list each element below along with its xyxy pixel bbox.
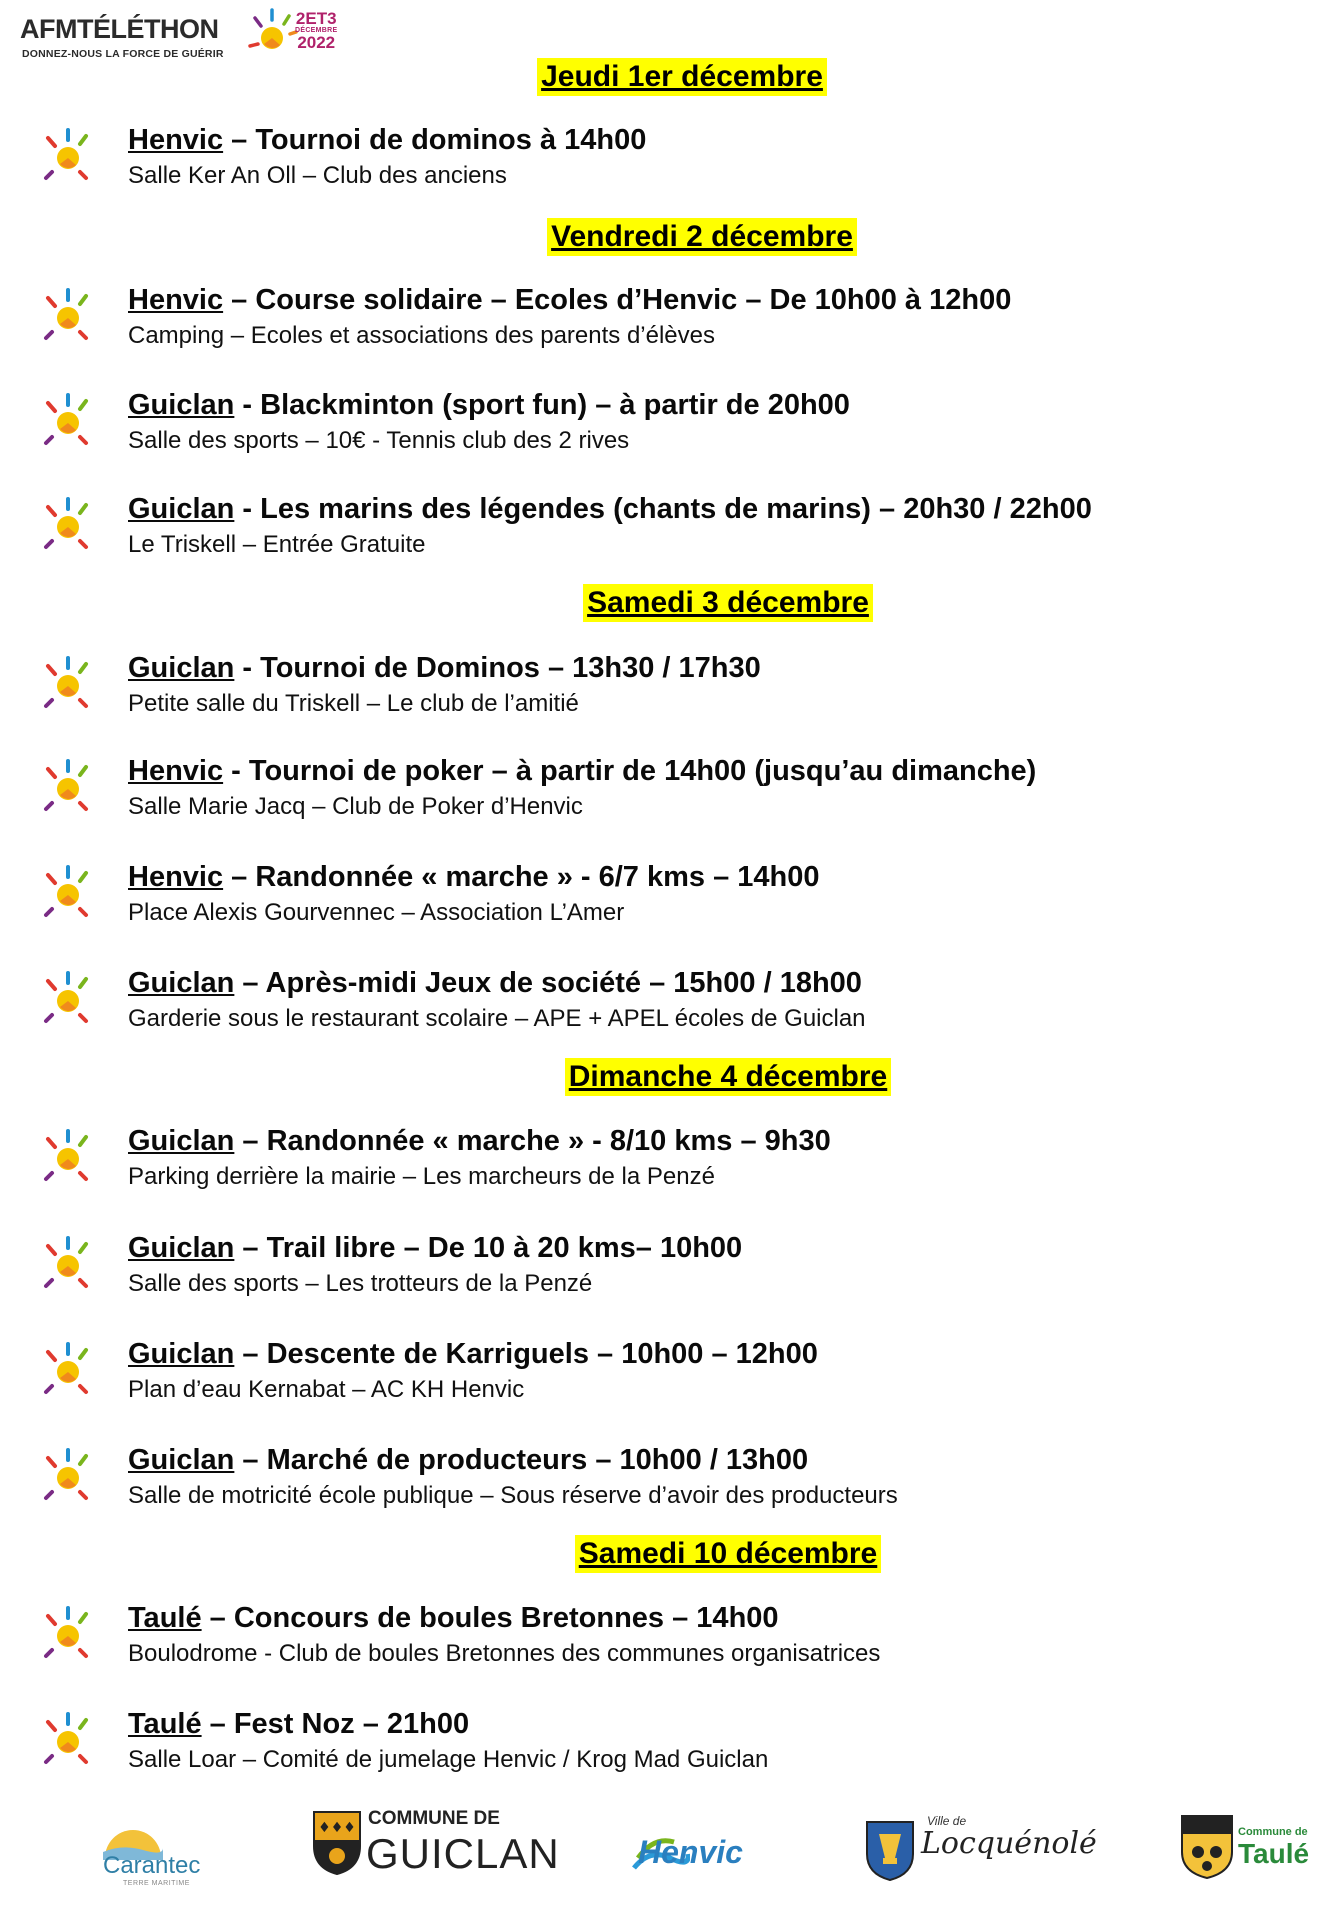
day-heading-text: Jeudi 1er décembre — [537, 58, 827, 96]
day-heading-text: Vendredi 2 décembre — [547, 218, 857, 256]
guiclan-logo — [312, 1800, 560, 1900]
day-heading-text: Dimanche 4 décembre — [565, 1058, 891, 1096]
event-town: Henvic — [128, 861, 224, 893]
sun-bullet-icon — [40, 393, 96, 455]
afm-telethon-logo — [20, 6, 360, 64]
event-town: Henvic — [128, 124, 224, 156]
event-item — [40, 1444, 1320, 1524]
event-item — [40, 389, 1320, 469]
event-title — [128, 124, 646, 157]
event-title — [128, 652, 761, 685]
event-item — [40, 1232, 1320, 1312]
event-item — [40, 1602, 1320, 1682]
event-subtitle: Parking derrière la mairie – Les marcheurs de la Penzé — [128, 1163, 715, 1190]
event-item — [40, 284, 1320, 364]
event-town: Guiclan — [128, 1444, 235, 1476]
event-town: Henvic — [128, 284, 224, 316]
event-item — [40, 652, 1320, 732]
brand-name: AFMTÉLÉTHON — [20, 14, 219, 44]
event-description: – Marché de producteurs – 10h00 / 13h00 — [234, 1444, 809, 1476]
day-heading — [0, 1535, 1344, 1575]
day-heading — [0, 1058, 1344, 1098]
event-item — [40, 493, 1320, 573]
svg-text:♦♦♦: ♦♦♦ — [318, 1820, 356, 1836]
guiclan-top-text: COMMUNE DE — [368, 1808, 500, 1829]
sun-bullet-icon — [40, 656, 96, 718]
event-item — [40, 755, 1320, 835]
carantec-name: Carantec — [103, 1852, 201, 1879]
guiclan-name: GUICLAN — [366, 1830, 560, 1877]
event-title — [128, 1602, 779, 1635]
event-description: – Concours de boules Bretonnes – 14h00 — [201, 1602, 779, 1634]
event-description: - Les marins des légendes (chants de marins) – 20h30 / 22h00 — [234, 493, 1092, 525]
event-description: – Randonnée « marche » - 8/10 kms – 9h30 — [234, 1125, 831, 1157]
event-title — [128, 284, 1011, 317]
partner-logos — [0, 1800, 1344, 1900]
event-title — [128, 1125, 831, 1158]
event-town: Guiclan — [128, 967, 235, 999]
event-title — [128, 1708, 469, 1741]
event-subtitle: Salle Marie Jacq – Club de Poker d’Henvic — [128, 793, 583, 820]
locquenole-top-text: Ville de — [927, 1814, 967, 1828]
guiclan-shield-icon — [312, 1810, 362, 1876]
event-description: - Tournoi de poker – à partir de 14h00 (jusqu’au dimanche) — [223, 755, 1037, 787]
event-town: Henvic — [128, 755, 224, 787]
event-subtitle: Place Alexis Gourvennec – Association L’Amer — [128, 899, 625, 926]
event-item — [40, 1708, 1320, 1788]
event-description: - Tournoi de Dominos – 13h30 / 17h30 — [234, 652, 761, 684]
sun-bullet-icon — [40, 1712, 96, 1774]
sun-bullet-icon — [40, 759, 96, 821]
event-item — [40, 1125, 1320, 1205]
event-town: Guiclan — [128, 652, 235, 684]
sun-bullet-icon — [40, 971, 96, 1033]
carantec-logo — [95, 1800, 225, 1900]
event-item — [40, 1338, 1320, 1418]
event-title — [128, 493, 1092, 526]
event-town: Guiclan — [128, 1232, 235, 1264]
event-item — [40, 967, 1320, 1047]
event-description: – Après-midi Jeux de société – 15h00 / 18h00 — [234, 967, 862, 999]
event-subtitle: Salle Ker An Oll – Club des anciens — [128, 162, 507, 189]
sun-bullet-icon — [40, 1129, 96, 1191]
event-subtitle: Petite salle du Triskell – Le club de l’amitié — [128, 690, 579, 717]
event-subtitle: Camping – Ecoles et associations des parents d’élèves — [128, 322, 715, 349]
taule-top-text: Commune de — [1238, 1826, 1308, 1838]
event-subtitle: Salle des sports – Les trotteurs de la Penzé — [128, 1270, 593, 1297]
henvic-logo — [630, 1800, 770, 1900]
dates-month: DÉCEMBRE — [295, 27, 338, 34]
event-description: – Fest Noz – 21h00 — [201, 1708, 470, 1740]
day-heading — [0, 58, 1344, 98]
event-description: – Randonnée « marche » - 6/7 kms – 14h00 — [223, 861, 820, 893]
event-title — [128, 967, 862, 1000]
event-subtitle: Plan d’eau Kernabat – AC KH Henvic — [128, 1376, 525, 1403]
event-subtitle: Salle Loar – Comité de jumelage Henvic / Krog Mad Guiclan — [128, 1746, 769, 1773]
event-subtitle: Boulodrome - Club de boules Bretonnes des communes organisatrices — [128, 1640, 881, 1667]
day-heading-text: Samedi 10 décembre — [575, 1535, 882, 1573]
day-heading — [0, 584, 1344, 624]
event-description: – Trail libre – De 10 à 20 kms– 10h00 — [234, 1232, 743, 1264]
event-title — [128, 1338, 818, 1371]
henvic-name: Henvic — [638, 1834, 743, 1870]
taule-logo — [1180, 1800, 1320, 1900]
sun-bullet-icon — [40, 1448, 96, 1510]
event-item — [40, 124, 1320, 204]
event-town: Taulé — [128, 1708, 202, 1740]
event-title — [128, 861, 820, 894]
event-description: – Descente de Karriguels – 10h00 – 12h00 — [234, 1338, 818, 1370]
taule-shield-icon — [1180, 1814, 1234, 1880]
sun-bullet-icon — [40, 865, 96, 927]
event-subtitle: Le Triskell – Entrée Gratuite — [128, 531, 426, 558]
carantec-subtitle: TERRE MARITIME — [123, 1880, 190, 1887]
dates-badge — [295, 10, 337, 51]
day-heading — [0, 218, 1344, 258]
event-town: Guiclan — [128, 493, 235, 525]
dates-main: 2ET3 — [295, 9, 337, 28]
sun-bullet-icon — [40, 1342, 96, 1404]
event-town: Guiclan — [128, 1338, 235, 1370]
sun-bullet-icon — [40, 1236, 96, 1298]
event-subtitle: Salle de motricité école publique – Sous réserve d’avoir des producteurs — [128, 1482, 898, 1509]
event-item — [40, 861, 1320, 941]
event-subtitle: Garderie sous le restaurant scolaire – APE + APEL écoles de Guiclan — [128, 1005, 866, 1032]
sun-bullet-icon — [40, 497, 96, 559]
event-title — [128, 1232, 742, 1265]
taule-name: Taulé — [1238, 1838, 1310, 1869]
event-subtitle: Salle des sports – 10€ - Tennis club des 2 rives — [128, 427, 630, 454]
locquenole-name: Locquénolé — [921, 1826, 1097, 1861]
dates-year: 2022 — [297, 33, 336, 52]
locquenole-shield-icon — [865, 1820, 915, 1882]
sun-bullet-icon — [40, 128, 96, 190]
event-title — [128, 389, 850, 422]
brand-tagline: DONNEZ-NOUS LA FORCE DE GUÉRIR — [22, 48, 224, 60]
event-title — [128, 1444, 808, 1477]
sun-bullet-icon — [40, 288, 96, 350]
day-heading-text: Samedi 3 décembre — [583, 584, 873, 622]
event-description: - Blackminton (sport fun) – à partir de 20h00 — [234, 389, 850, 421]
event-town: Guiclan — [128, 1125, 235, 1157]
event-town: Taulé — [128, 1602, 202, 1634]
locquenole-logo — [865, 1800, 1097, 1900]
event-title — [128, 755, 1036, 788]
sun-bullet-icon — [40, 1606, 96, 1668]
event-town: Guiclan — [128, 389, 235, 421]
event-description: – Tournoi de dominos à 14h00 — [223, 124, 647, 156]
event-description: – Course solidaire – Ecoles d’Henvic – De 10h00 à 12h00 — [223, 284, 1012, 316]
